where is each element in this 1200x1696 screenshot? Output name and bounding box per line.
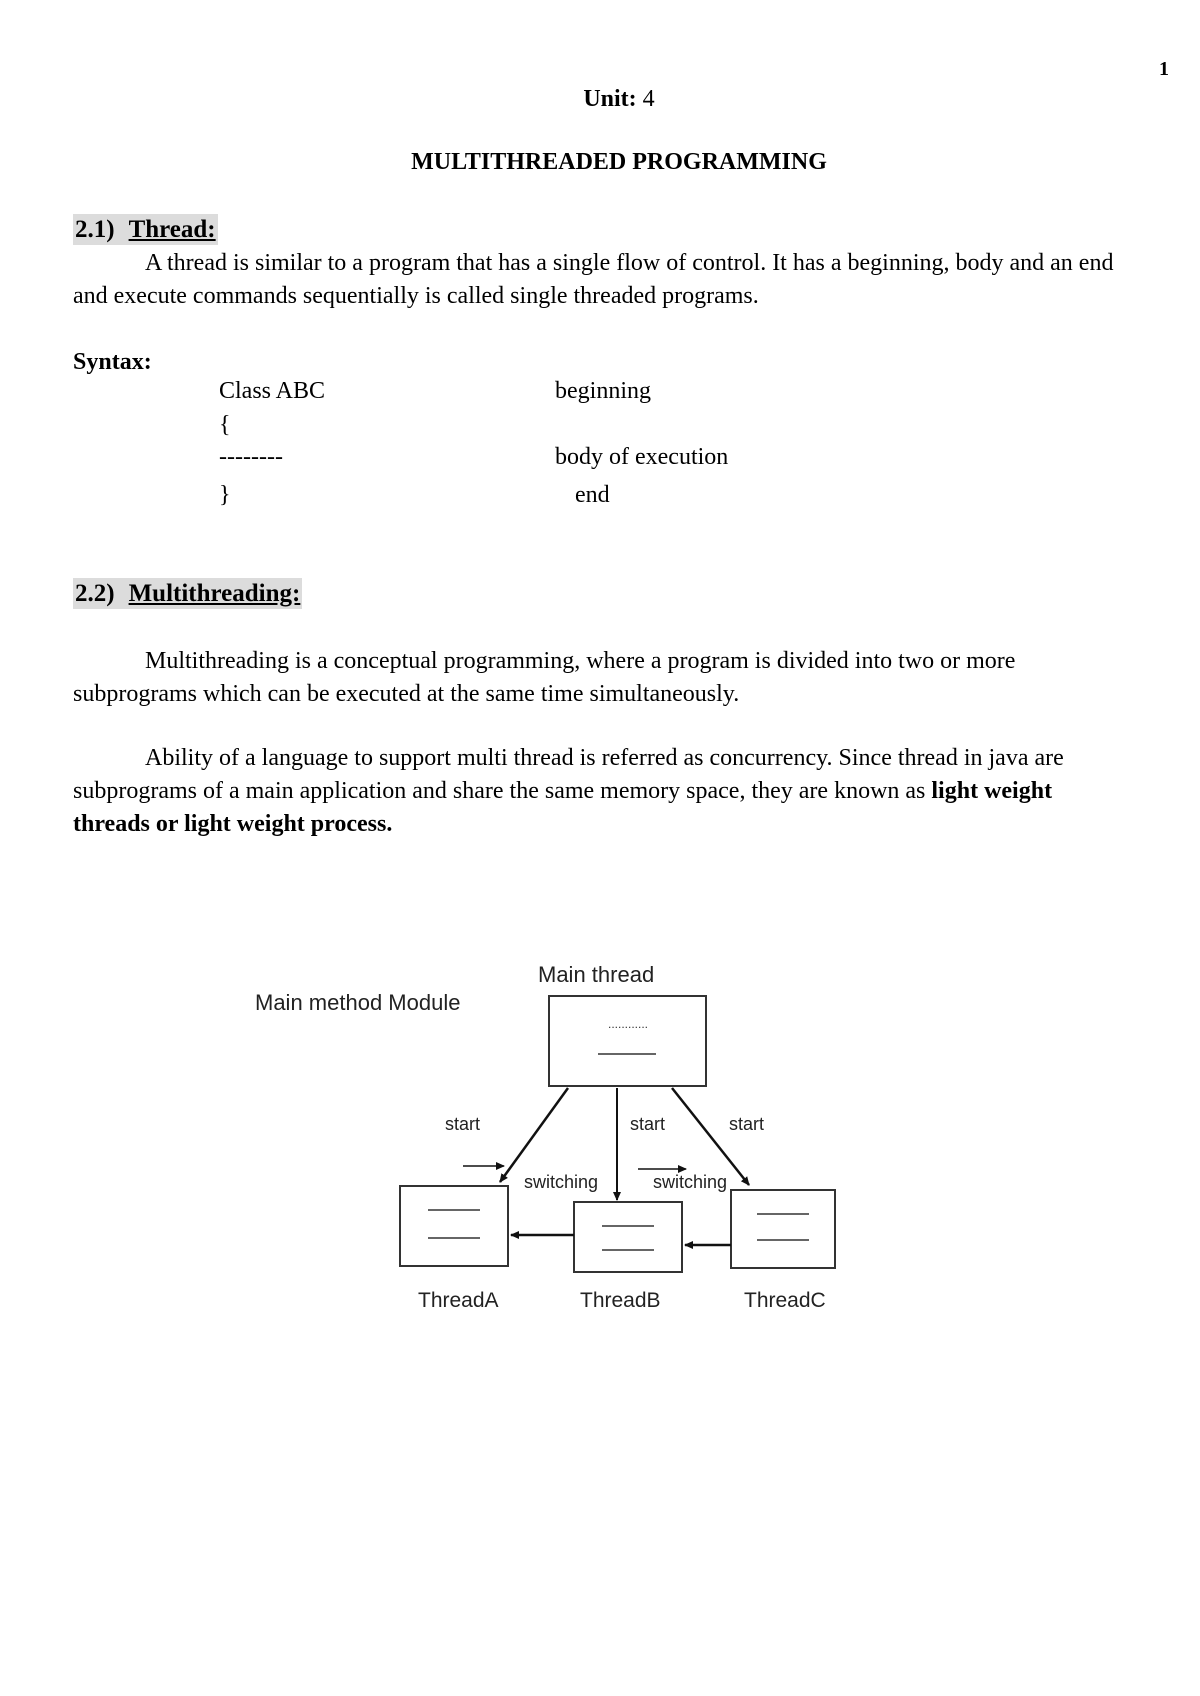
main-thread-label: Main thread [538, 962, 655, 987]
multithreading-paragraph-1 [73, 645, 1118, 711]
thread-c-box [731, 1190, 835, 1268]
light-weight-process-term: light weight threads or light weight process. [73, 778, 1053, 837]
syntax-code-line: Class ABC [219, 378, 326, 404]
thread-paragraph-text: A thread is similar to a program that has a single flow of control. It has a beginning, body and an end and execute commands sequentially is called single threaded programs. [73, 250, 1114, 309]
start-arrow-c [672, 1088, 749, 1185]
section-number: 2.1) [75, 216, 115, 243]
syntax-note: beginning [555, 378, 651, 404]
syntax-label: Syntax: [73, 349, 152, 375]
thread-paragraph [73, 247, 1118, 313]
section-heading-thread [73, 214, 218, 245]
thread-label: ThreadC [744, 1289, 826, 1312]
start-label: start [445, 1114, 481, 1134]
start-label: start [630, 1114, 666, 1134]
thread-label: ThreadA [418, 1289, 499, 1312]
multithreading-paragraph-2 [73, 742, 1118, 841]
unit-label: Unit: [583, 86, 637, 112]
main-thread-box [549, 996, 706, 1086]
page-number: 1 [1159, 58, 1169, 80]
switching-label: switching [653, 1172, 728, 1192]
start-arrow-a [500, 1088, 568, 1182]
syntax-note: end [575, 482, 610, 508]
syntax-code-line: -------- [219, 444, 283, 470]
main-box-dots: ............ [607, 1017, 649, 1031]
syntax-note: body of execution [555, 444, 729, 470]
page-title: MULTITHREADED PROGRAMMING [411, 149, 827, 175]
module-label: Main method Module [255, 990, 461, 1015]
switching-label: switching [524, 1172, 599, 1192]
multithreading-paragraph-2-text: Ability of a language to support multi thread is referred as concurrency. Since thread in java are subprograms of a main application and share the same memory space, they are known as [73, 745, 1064, 804]
start-label: start [729, 1114, 765, 1134]
section-title: Thread: [128, 216, 216, 243]
multithreading-paragraph-1-text: Multithreading is a conceptual programming, where a program is divided into two or more subprograms which can be executed at the same time simultaneously. [73, 648, 1016, 707]
section-title: Multithreading: [128, 580, 301, 607]
thread-a-box [400, 1186, 508, 1266]
unit-number: 4 [642, 86, 655, 112]
section-heading-multithreading [73, 578, 302, 609]
section-number: 2.2) [75, 580, 115, 607]
syntax-code-line: } [219, 482, 231, 508]
thread-b-box [574, 1202, 682, 1272]
multithreading-diagram [240, 948, 860, 1328]
syntax-code-line: { [219, 412, 231, 438]
unit-heading [0, 86, 1200, 113]
thread-label: ThreadB [580, 1289, 661, 1312]
